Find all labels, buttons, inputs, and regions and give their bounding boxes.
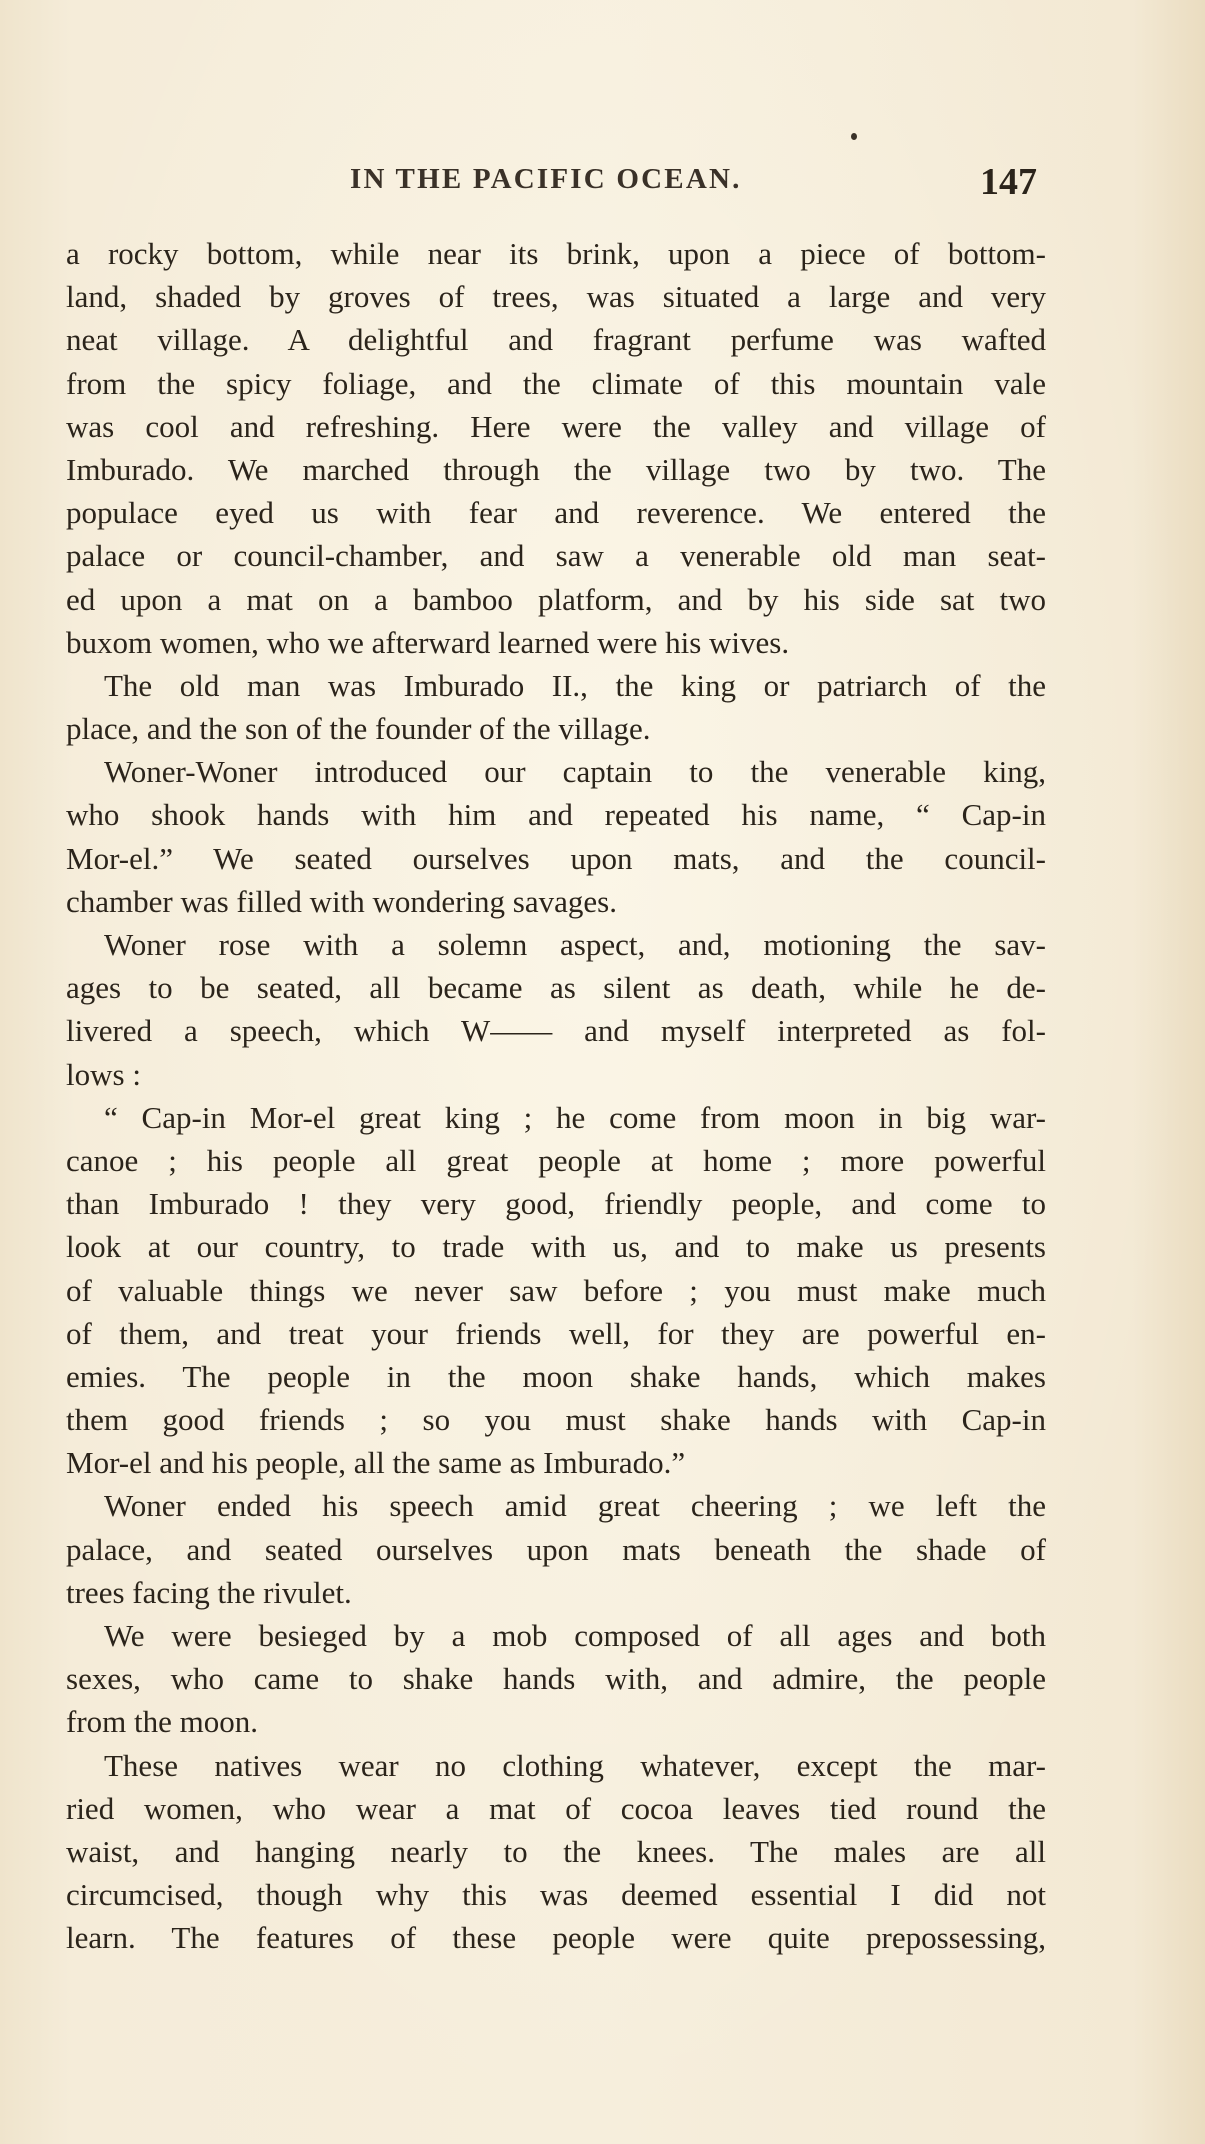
- text-line: learn. The features of these people were quite prepossessing,: [66, 1920, 1046, 1956]
- text-line: Mor-el and his people, all the same as Imburado.”: [66, 1445, 686, 1481]
- text-line: “ Cap-in Mor-el great king ; he come from moon in big war-: [104, 1099, 1046, 1135]
- text-line: trees facing the rivulet.: [66, 1574, 352, 1610]
- text-line: The old man was Imburado II., the king or patriarch of the: [104, 667, 1046, 703]
- text-line: Woner ended his speech amid great cheering ; we left the: [104, 1488, 1046, 1524]
- text-line: place, and the son of the founder of the village.: [66, 711, 651, 747]
- text-line: populace eyed us with fear and reverence. We entered the: [66, 495, 1046, 531]
- text-line: These natives wear no clothing whatever, except the mar-: [104, 1747, 1046, 1783]
- text-line: who shook hands with him and repeated his name, “ Cap-in: [66, 797, 1046, 833]
- text-line: of them, and treat your friends well, for they are powerful en-: [66, 1315, 1046, 1351]
- text-line: was cool and refreshing. Here were the valley and village of: [66, 408, 1046, 444]
- text-line: circumcised, though why this was deemed essential I did not: [66, 1877, 1046, 1913]
- body-text: [66, 232, 1046, 1960]
- text-line: sexes, who came to shake hands with, and admire, the people: [66, 1661, 1046, 1697]
- text-line: Mor-el.” We seated ourselves upon mats, and the council-: [66, 840, 1046, 876]
- text-line: Woner rose with a solemn aspect, and, motioning the sav-: [104, 927, 1046, 962]
- text-line: ages to be seated, all became as silent as death, while he de-: [66, 970, 1046, 1006]
- text-line: from the moon.: [66, 1704, 258, 1740]
- text-line: Woner-Woner introduced our captain to the venerable king,: [104, 754, 1046, 790]
- text-line: palace, and seated ourselves upon mats beneath the shade of: [66, 1531, 1046, 1567]
- text-line: look at our country, to trade with us, and to make us presents: [66, 1229, 1046, 1265]
- text-line: emies. The people in the moon shake hands, which makes: [66, 1358, 1046, 1394]
- ink-speck: [851, 133, 857, 140]
- text-line: livered a speech, which W—— and myself interpreted as fol-: [66, 1013, 1046, 1049]
- text-line: waist, and hanging nearly to the knees. The males are all: [66, 1833, 1046, 1869]
- text-line: palace or council-chamber, and saw a venerable old man seat-: [66, 538, 1046, 574]
- text-line: from the spicy foliage, and the climate of this mountain vale: [66, 365, 1046, 401]
- text-line: of valuable things we never saw before ; you must make much: [66, 1272, 1046, 1308]
- text-line: We were besieged by a mob composed of all ages and both: [104, 1618, 1046, 1653]
- text-line: ed upon a mat on a bamboo platform, and by his side sat two: [66, 581, 1046, 617]
- text-line: than Imburado ! they very good, friendly people, and come to: [66, 1186, 1046, 1222]
- running-head: IN THE PACIFIC OCEAN.: [350, 163, 742, 195]
- text-line: buxom women, who we afterward learned were his wives.: [66, 624, 790, 660]
- text-line: canoe ; his people all great people at home ; more powerful: [66, 1142, 1046, 1178]
- text-line: land, shaded by groves of trees, was situated a large and very: [66, 279, 1046, 315]
- text-line: a rocky bottom, while near its brink, upon a piece of bottom-: [66, 236, 1046, 271]
- text-line: ried women, who wear a mat of cocoa leaves tied round the: [66, 1790, 1046, 1826]
- page-number: 147: [980, 161, 1037, 203]
- text-line: Imburado. We marched through the village two by two. The: [66, 451, 1046, 487]
- text-line: lows :: [66, 1056, 141, 1092]
- text-line: them good friends ; so you must shake hands with Cap-in: [66, 1402, 1046, 1438]
- text-line: neat village. A delightful and fragrant perfume was wafted: [66, 322, 1046, 358]
- text-line: chamber was filled with wondering savages.: [66, 883, 617, 919]
